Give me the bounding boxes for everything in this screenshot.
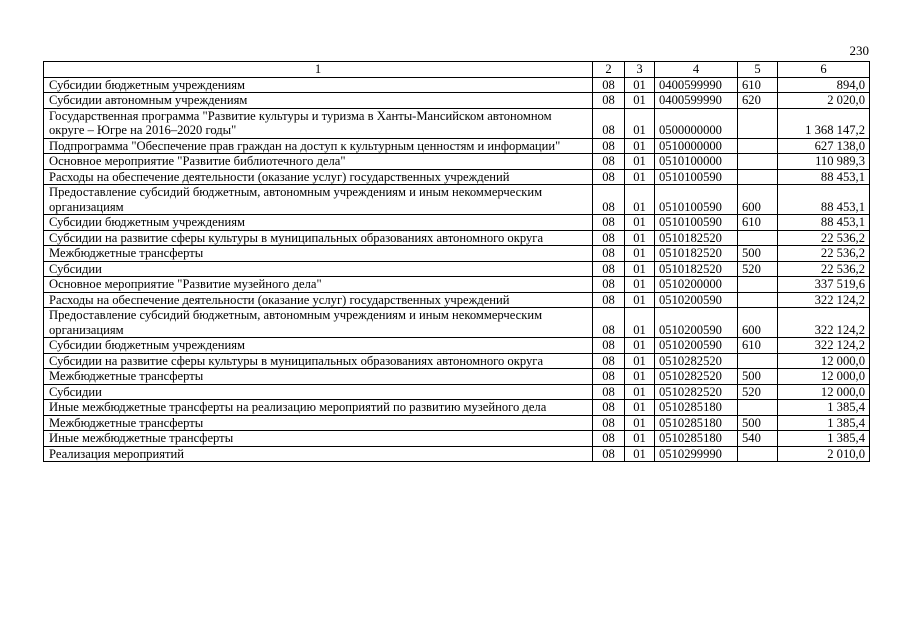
- row-subsection: 01: [625, 292, 655, 308]
- row-target-code: 0510000000: [655, 138, 738, 154]
- row-amount: 12 000,0: [778, 369, 870, 385]
- row-subsection: 01: [625, 277, 655, 293]
- table-row: [44, 353, 870, 369]
- row-section: 08: [593, 138, 625, 154]
- row-expense-type: 600: [738, 308, 778, 338]
- row-expense-type: [738, 154, 778, 170]
- row-description: Субсидии: [44, 261, 593, 277]
- row-subsection: 01: [625, 384, 655, 400]
- table-row: [44, 246, 870, 262]
- row-target-code: 0510182520: [655, 261, 738, 277]
- row-description: Расходы на обеспечение деятельности (оказание услуг) государственных учреждений: [44, 292, 593, 308]
- row-section: 08: [593, 431, 625, 447]
- row-amount: 1 385,4: [778, 400, 870, 416]
- row-amount: 322 124,2: [778, 308, 870, 338]
- row-section: 08: [593, 415, 625, 431]
- row-target-code: 0510200590: [655, 292, 738, 308]
- row-expense-type: [738, 400, 778, 416]
- row-amount: 322 124,2: [778, 292, 870, 308]
- row-amount: 1 385,4: [778, 431, 870, 447]
- row-expense-type: 610: [738, 338, 778, 354]
- row-section: 08: [593, 292, 625, 308]
- header-cell-target-code: 4: [655, 62, 738, 78]
- row-expense-type: 610: [738, 77, 778, 93]
- row-target-code: 0510182520: [655, 230, 738, 246]
- row-section: 08: [593, 400, 625, 416]
- row-expense-type: 520: [738, 261, 778, 277]
- row-expense-type: [738, 230, 778, 246]
- row-section: 08: [593, 308, 625, 338]
- row-expense-type: 520: [738, 384, 778, 400]
- header-cell-description: 1: [44, 62, 593, 78]
- row-target-code: 0510100000: [655, 154, 738, 170]
- row-expense-type: [738, 353, 778, 369]
- table-row: [44, 308, 870, 338]
- row-description: Подпрограмма "Обеспечение прав граждан на доступ к культурным ценностям и информации": [44, 138, 593, 154]
- row-section: 08: [593, 384, 625, 400]
- table-row: [44, 230, 870, 246]
- row-description: Субсидии бюджетным учреждениям: [44, 77, 593, 93]
- row-expense-type: 600: [738, 185, 778, 215]
- row-section: 08: [593, 338, 625, 354]
- row-amount: 2 010,0: [778, 446, 870, 462]
- row-expense-type: [738, 108, 778, 138]
- row-description: Межбюджетные трансферты: [44, 369, 593, 385]
- table-row: [44, 138, 870, 154]
- page-number: 230: [849, 43, 869, 58]
- header-cell-expense-type: 5: [738, 62, 778, 78]
- row-subsection: 01: [625, 261, 655, 277]
- row-section: 08: [593, 353, 625, 369]
- row-target-code: 0510182520: [655, 246, 738, 262]
- row-subsection: 01: [625, 353, 655, 369]
- row-description: Иные межбюджетные трансферты: [44, 431, 593, 447]
- row-subsection: 01: [625, 230, 655, 246]
- table-row: [44, 277, 870, 293]
- row-description: Субсидии: [44, 384, 593, 400]
- table-body: [44, 77, 870, 462]
- row-expense-type: [738, 277, 778, 293]
- row-section: 08: [593, 77, 625, 93]
- row-description: Субсидии бюджетным учреждениям: [44, 338, 593, 354]
- table-row: [44, 261, 870, 277]
- table-row: [44, 338, 870, 354]
- row-subsection: 01: [625, 446, 655, 462]
- row-description: Государственная программа "Развитие культуры и туризма в Ханты-Мансийском автономном округе – Югре на 2016–2020 годы": [44, 108, 593, 138]
- row-section: 08: [593, 261, 625, 277]
- table-row: [44, 431, 870, 447]
- row-subsection: 01: [625, 154, 655, 170]
- table-row: [44, 185, 870, 215]
- row-expense-type: 620: [738, 93, 778, 109]
- row-amount: 88 453,1: [778, 169, 870, 185]
- row-expense-type: 500: [738, 415, 778, 431]
- row-amount: 22 536,2: [778, 230, 870, 246]
- row-amount: 12 000,0: [778, 353, 870, 369]
- row-target-code: 0510100590: [655, 185, 738, 215]
- row-amount: 337 519,6: [778, 277, 870, 293]
- row-expense-type: 500: [738, 246, 778, 262]
- row-expense-type: 540: [738, 431, 778, 447]
- row-amount: 12 000,0: [778, 384, 870, 400]
- table-row: [44, 169, 870, 185]
- table-row: [44, 215, 870, 231]
- row-description: Основное мероприятие "Развитие музейного дела": [44, 277, 593, 293]
- row-description: Субсидии на развитие сферы культуры в муниципальных образованиях автономного округа: [44, 353, 593, 369]
- table-row: [44, 415, 870, 431]
- row-amount: 2 020,0: [778, 93, 870, 109]
- row-amount: 88 453,1: [778, 215, 870, 231]
- row-subsection: 01: [625, 400, 655, 416]
- row-target-code: 0510285180: [655, 415, 738, 431]
- row-section: 08: [593, 185, 625, 215]
- header-cell-amount: 6: [778, 62, 870, 78]
- row-description: Расходы на обеспечение деятельности (оказание услуг) государственных учреждений: [44, 169, 593, 185]
- row-target-code: 0510100590: [655, 169, 738, 185]
- row-target-code: 0510285180: [655, 431, 738, 447]
- row-subsection: 01: [625, 369, 655, 385]
- row-target-code: 0510200000: [655, 277, 738, 293]
- row-target-code: 0510282520: [655, 353, 738, 369]
- budget-table: [43, 61, 870, 462]
- row-amount: 22 536,2: [778, 261, 870, 277]
- row-expense-type: 500: [738, 369, 778, 385]
- row-subsection: 01: [625, 108, 655, 138]
- row-description: Иные межбюджетные трансферты на реализацию мероприятий по развитию музейного дела: [44, 400, 593, 416]
- row-target-code: 0510285180: [655, 400, 738, 416]
- row-amount: 894,0: [778, 77, 870, 93]
- row-target-code: 0400599990: [655, 77, 738, 93]
- row-subsection: 01: [625, 431, 655, 447]
- row-amount: 110 989,3: [778, 154, 870, 170]
- row-expense-type: [738, 169, 778, 185]
- row-subsection: 01: [625, 77, 655, 93]
- row-target-code: 0510299990: [655, 446, 738, 462]
- row-amount: 88 453,1: [778, 185, 870, 215]
- row-description: Межбюджетные трансферты: [44, 415, 593, 431]
- table-row: [44, 108, 870, 138]
- row-description: Реализация мероприятий: [44, 446, 593, 462]
- row-target-code: 0400599990: [655, 93, 738, 109]
- table-row: [44, 292, 870, 308]
- row-target-code: 0510200590: [655, 308, 738, 338]
- row-amount: 22 536,2: [778, 246, 870, 262]
- row-section: 08: [593, 169, 625, 185]
- table-row: [44, 446, 870, 462]
- row-target-code: 0510200590: [655, 338, 738, 354]
- row-expense-type: 610: [738, 215, 778, 231]
- row-description: Межбюджетные трансферты: [44, 246, 593, 262]
- row-description: Предоставление субсидий бюджетным, автономным учреждениям и иным некоммерческим организациям: [44, 308, 593, 338]
- row-amount: 322 124,2: [778, 338, 870, 354]
- row-target-code: 0510282520: [655, 369, 738, 385]
- row-section: 08: [593, 215, 625, 231]
- row-subsection: 01: [625, 308, 655, 338]
- row-target-code: 0510282520: [655, 384, 738, 400]
- table-row: [44, 154, 870, 170]
- row-section: 08: [593, 446, 625, 462]
- row-expense-type: [738, 292, 778, 308]
- row-section: 08: [593, 108, 625, 138]
- row-expense-type: [738, 138, 778, 154]
- row-subsection: 01: [625, 415, 655, 431]
- row-description: Субсидии автономным учреждениям: [44, 93, 593, 109]
- row-subsection: 01: [625, 215, 655, 231]
- row-description: Субсидии бюджетным учреждениям: [44, 215, 593, 231]
- header-cell-section: 2: [593, 62, 625, 78]
- row-amount: 627 138,0: [778, 138, 870, 154]
- row-section: 08: [593, 246, 625, 262]
- row-section: 08: [593, 154, 625, 170]
- row-target-code: 0500000000: [655, 108, 738, 138]
- table-row: [44, 93, 870, 109]
- table-row: [44, 369, 870, 385]
- table-row: [44, 77, 870, 93]
- row-subsection: 01: [625, 169, 655, 185]
- table-row: [44, 384, 870, 400]
- row-section: 08: [593, 277, 625, 293]
- header-cell-subsection: 3: [625, 62, 655, 78]
- row-subsection: 01: [625, 138, 655, 154]
- row-amount: 1 385,4: [778, 415, 870, 431]
- row-section: 08: [593, 230, 625, 246]
- row-subsection: 01: [625, 93, 655, 109]
- row-section: 08: [593, 93, 625, 109]
- table-header-row: [44, 62, 870, 78]
- row-target-code: 0510100590: [655, 215, 738, 231]
- row-description: Субсидии на развитие сферы культуры в муниципальных образованиях автономного округа: [44, 230, 593, 246]
- row-amount: 1 368 147,2: [778, 108, 870, 138]
- row-section: 08: [593, 369, 625, 385]
- row-subsection: 01: [625, 246, 655, 262]
- row-subsection: 01: [625, 185, 655, 215]
- row-expense-type: [738, 446, 778, 462]
- row-subsection: 01: [625, 338, 655, 354]
- row-description: Предоставление субсидий бюджетным, автономным учреждениям и иным некоммерческим организациям: [44, 185, 593, 215]
- row-description: Основное мероприятие "Развитие библиотечного дела": [44, 154, 593, 170]
- table-row: [44, 400, 870, 416]
